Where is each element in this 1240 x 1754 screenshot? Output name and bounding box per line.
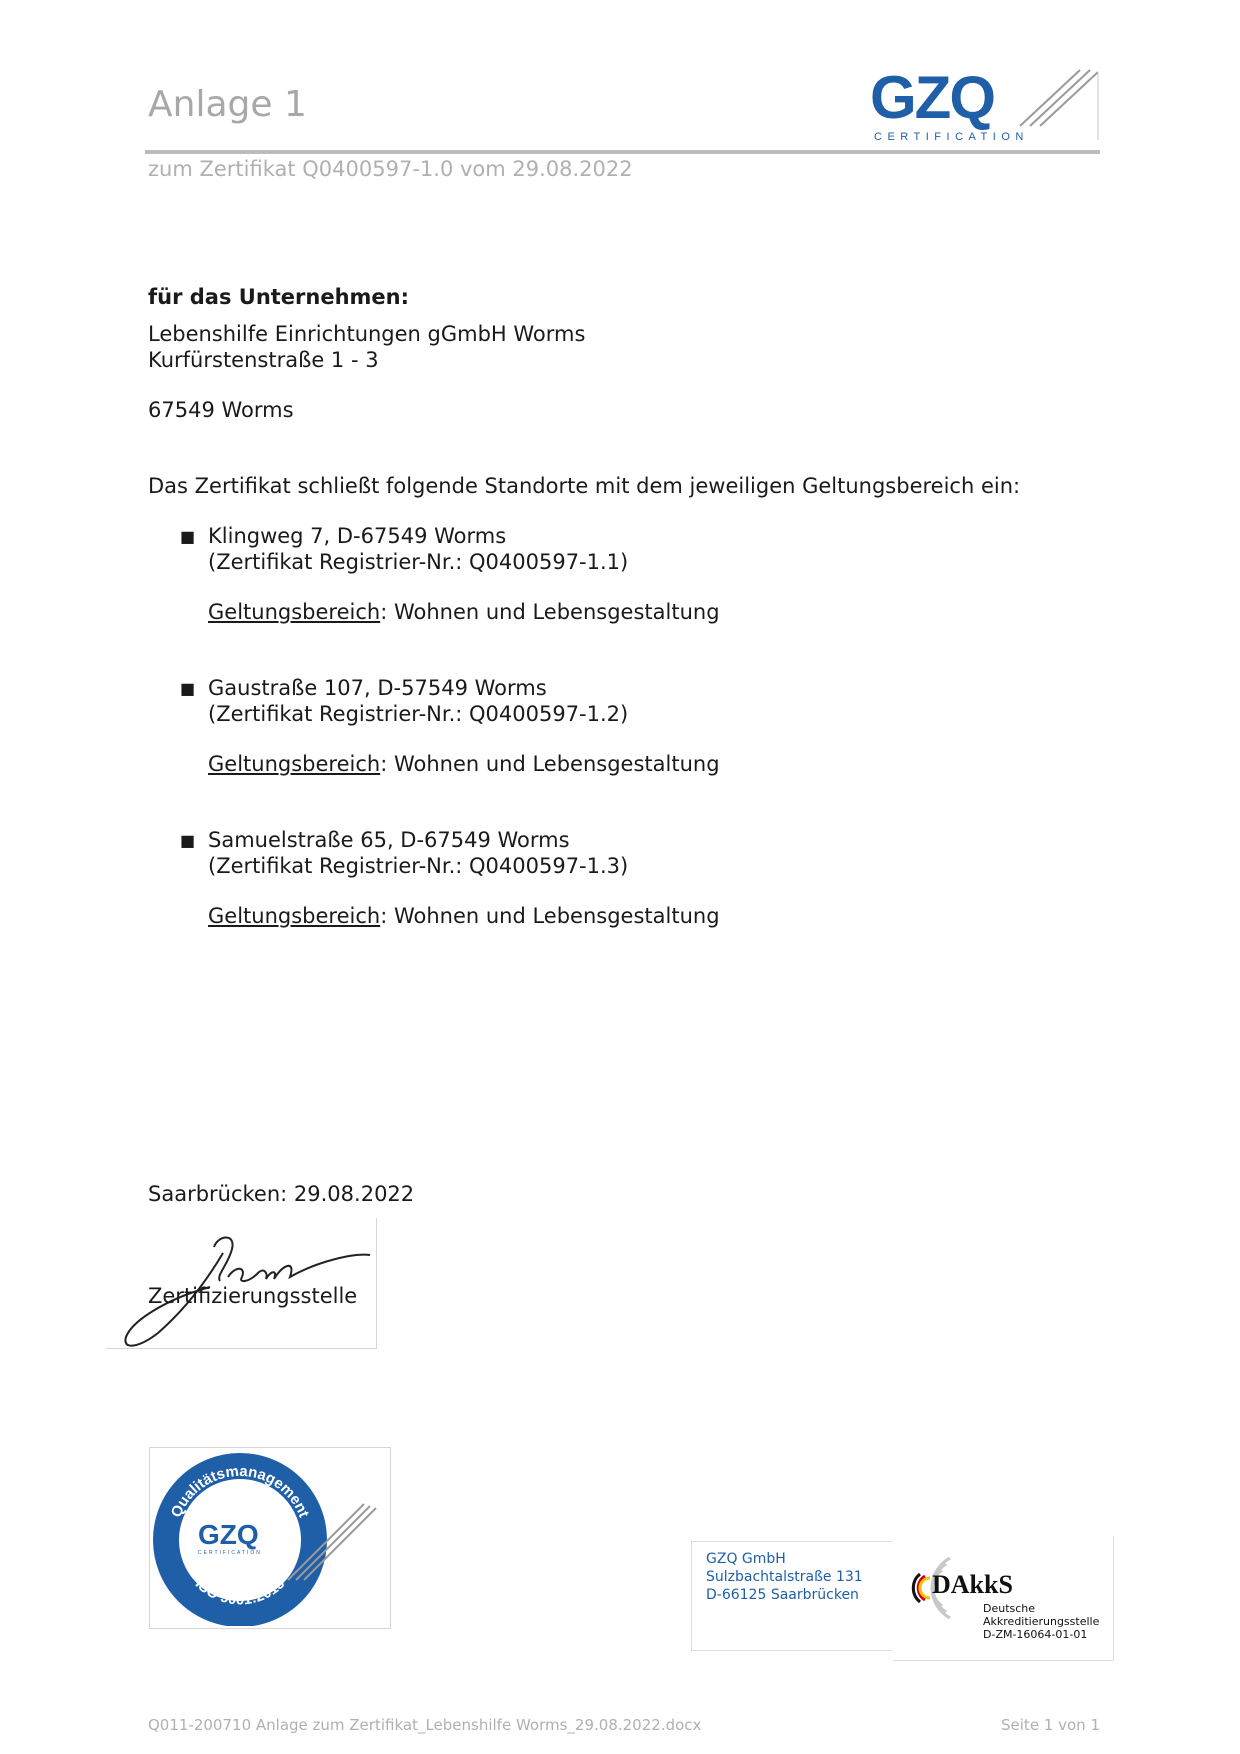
iso-seal-logo [150,1448,388,1626]
scope-value: : Wohnen und Lebensgestaltung [380,752,720,776]
bullet-icon: ■ [180,679,196,698]
site-registration: (Zertifikat Registrier-Nr.: Q0400597-1.2) [208,702,629,726]
seal-logo-text: GZQ [198,1519,259,1550]
site-address: Gaustraße 107, D-57549 Worms [208,676,547,700]
address-company: GZQ GmbH [706,1551,786,1567]
scope-label: Geltungsbereich [208,752,381,776]
footer-page-number: Seite 1 von 1 [1001,1716,1100,1734]
site-scope [208,751,720,777]
company-name: Lebenshilfe Einrichtungen gGmbH Worms [148,322,586,346]
address-city: D-66125 Saarbrücken [706,1587,859,1603]
seal-bottom-text: ISO 9001:2015 [191,1575,289,1609]
company-heading: für das Unternehmen: [148,285,410,309]
scope-value: : Wohnen und Lebensgestaltung [380,600,720,624]
address-street: Sulzbachtalstraße 131 [706,1569,863,1585]
footer-filename: Q011-200710 Anlage zum Zertifikat_Lebenshilfe Worms_29.08.2022.docx [148,1716,702,1734]
scope-label: Geltungsbereich [208,600,381,624]
site-scope [208,903,720,929]
header-rule [145,150,1100,154]
seal-logo-subtext: CERTIFICATION [198,1550,262,1556]
dakks-line1: Deutsche [983,1602,1036,1615]
seal-top-text: Qualitätsmanagement [167,1462,313,1521]
site-scope [208,599,720,625]
gzq-logo [870,68,1100,148]
certificate-reference: zum Zertifikat Q0400597-1.0 vom 29.08.2022 [148,157,633,181]
scope-label: Geltungsbereich [208,904,381,928]
page-title: Anlage 1 [148,84,307,125]
site-registration: (Zertifikat Registrier-Nr.: Q0400597-1.1) [208,550,629,574]
sites-intro: Das Zertifikat schließt folgende Standorte mit dem jeweiligen Geltungsbereich ein: [148,474,1021,498]
bullet-icon: ■ [180,527,196,546]
dakks-name: DAkkS [932,1570,1013,1599]
dakks-line2: Akkreditierungsstelle [983,1615,1100,1628]
bullet-icon: ■ [180,831,196,850]
company-street: Kurfürstenstraße 1 - 3 [148,348,379,372]
address-block [706,1550,863,1604]
site-registration: (Zertifikat Registrier-Nr.: Q0400597-1.3) [208,854,629,878]
gzq-logo-text: GZQ [870,68,994,131]
dakks-line3: D-ZM-16064-01-01 [983,1628,1088,1641]
place-date: Saarbrücken: 29.08.2022 [148,1182,415,1206]
signature-caption: Zertifizierungsstelle [148,1284,358,1308]
gzq-logo-subtext: CERTIFICATION [874,131,1029,143]
site-address: Klingweg 7, D-67549 Worms [208,524,507,548]
company-city: 67549 Worms [148,398,294,422]
scope-value: : Wohnen und Lebensgestaltung [380,904,720,928]
site-address: Samuelstraße 65, D-67549 Worms [208,828,570,852]
dakks-details [983,1602,1099,1641]
